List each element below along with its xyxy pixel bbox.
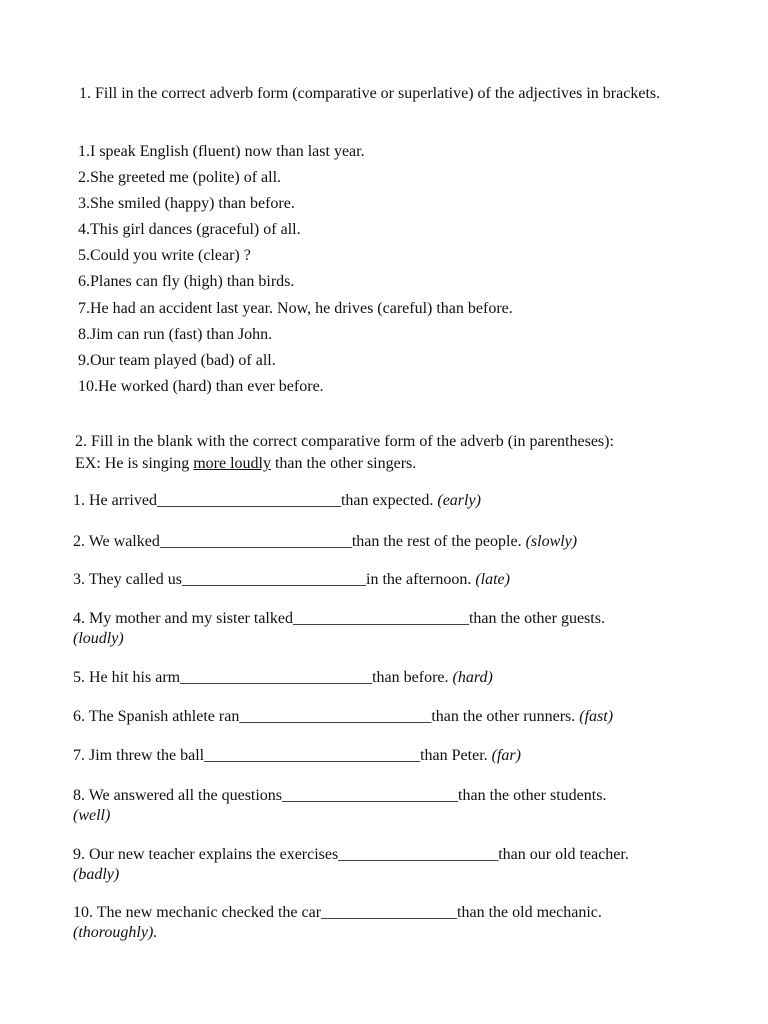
example-sentence	[75, 453, 416, 475]
exercise-item	[73, 786, 713, 826]
item-text: 4. My mother and my sister talked	[73, 610, 293, 627]
answer-blank[interactable]: ____________________	[338, 846, 499, 863]
item-text-after: than the other runners.	[431, 708, 580, 725]
section-1-item: 10.He worked (hard) than ever before.	[78, 377, 324, 395]
section-1-instructions: 1. Fill in the correct adverb form (comparative or superlative) of the adjectives in brackets.	[79, 85, 661, 102]
item-hint: (badly)	[73, 866, 120, 883]
exercise-item	[73, 668, 713, 688]
answer-blank[interactable]: ________________________	[239, 708, 432, 725]
item-text-after: than the other students.	[458, 787, 607, 804]
answer-blank[interactable]: _________________	[321, 904, 458, 921]
section-1-item: 5.Could you write (clear) ?	[78, 247, 251, 265]
item-hint: (loudly)	[73, 630, 124, 647]
section-1-list	[78, 141, 513, 402]
exercise-item	[73, 609, 713, 649]
item-text-after: than the other guests.	[468, 610, 605, 627]
section-2-instructions: 2. Fill in the blank with the correct comparative form of the adverb (in parentheses):	[75, 433, 614, 450]
item-hint: (early)	[437, 492, 481, 509]
item-hint: (far)	[491, 747, 521, 764]
section-1-item: 9.Our team played (bad) of all.	[78, 351, 276, 369]
item-hint: (well)	[73, 807, 111, 824]
example-answer: more loudly	[193, 455, 271, 472]
section-1-item: 3.She smiled (happy) than before.	[78, 195, 295, 213]
exercise-item	[73, 532, 713, 552]
item-text: 3. They called us	[73, 571, 183, 588]
item-text-after: than before.	[372, 669, 453, 686]
item-hint: (late)	[475, 571, 510, 588]
answer-blank[interactable]: ________________________	[159, 533, 352, 550]
section-1-item: 7.He had an accident last year. Now, he drives (careful) than before.	[78, 299, 513, 317]
item-text-after: than Peter.	[420, 747, 492, 764]
item-text: 5. He hit his arm	[73, 669, 181, 686]
section-1-item: 4.This girl dances (graceful) of all.	[78, 221, 301, 239]
example-suffix: than the other singers.	[270, 455, 417, 472]
exercise-item	[73, 491, 713, 511]
item-text: 2. We walked	[73, 533, 160, 550]
exercise-item	[73, 903, 713, 943]
item-text: 9. Our new teacher explains the exercises	[73, 846, 339, 863]
item-text-after: than the old mechanic.	[457, 904, 602, 921]
section-1-item: 1.I speak English (fluent) now than last year.	[78, 143, 365, 160]
section-1-item: 6.Planes can fly (high) than birds.	[78, 273, 295, 291]
item-text: 8. We answered all the questions	[73, 787, 283, 804]
answer-blank[interactable]: _______________________	[156, 492, 341, 509]
section-1-item: 8.Jim can run (fast) than John.	[78, 325, 273, 343]
item-text-after: in the afternoon.	[366, 571, 476, 588]
example-prefix: EX: He is singing	[75, 455, 194, 472]
answer-blank[interactable]: ______________________	[282, 787, 459, 804]
item-text-after: than our old teacher.	[498, 846, 629, 863]
item-text: 10. The new mechanic checked the car	[73, 904, 322, 921]
item-text: 1. He arrived	[73, 492, 157, 509]
answer-blank[interactable]: ______________________	[292, 610, 469, 627]
item-text: 6. The Spanish athlete ran	[73, 708, 240, 725]
section-1-item: 2.She greeted me (polite) of all.	[78, 169, 282, 187]
answer-blank[interactable]: _______________________	[182, 571, 367, 588]
exercise-item	[73, 746, 713, 766]
item-hint: (fast)	[579, 708, 614, 725]
item-hint: (slowly)	[525, 533, 578, 550]
exercise-item	[73, 570, 713, 590]
answer-blank[interactable]: ___________________________	[204, 747, 421, 764]
exercise-item	[73, 845, 713, 885]
item-hint: (thoroughly).	[73, 924, 158, 941]
item-hint: (hard)	[452, 669, 493, 686]
item-text: 7. Jim threw the ball	[73, 747, 205, 764]
item-text-after: than the rest of the people.	[351, 533, 526, 550]
answer-blank[interactable]: ________________________	[180, 669, 373, 686]
item-text-after: than expected.	[340, 492, 438, 509]
exercise-item	[73, 707, 713, 727]
